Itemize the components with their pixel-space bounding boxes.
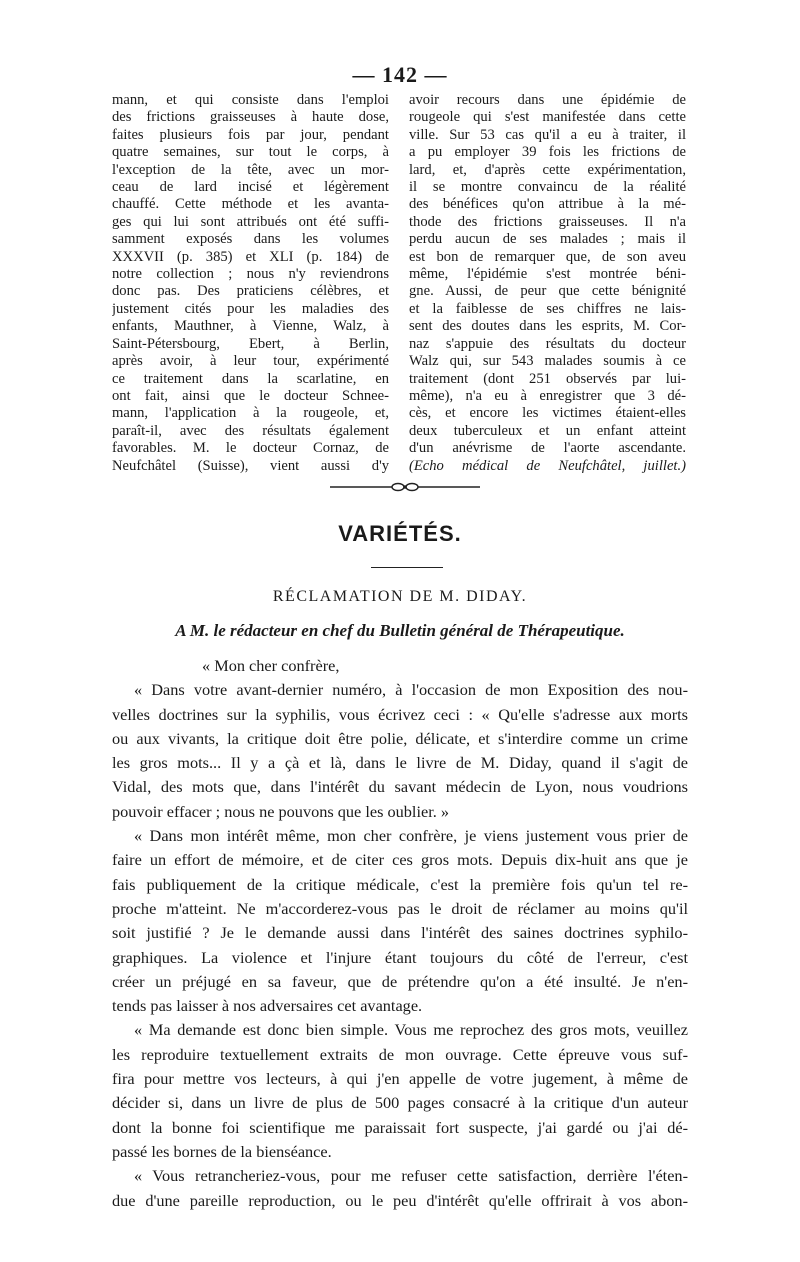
letter-body: [112, 654, 688, 1213]
letter-addressee: A M. le rédacteur en chef du Bulletin général de Thérapeutique.: [175, 621, 625, 640]
left-line: Neufchâtel (Suisse), vient aussi d'y: [112, 457, 389, 474]
left-line: mann, l'application à la rougeole, et,: [112, 405, 389, 422]
letter-line: « Dans votre avant-dernier numéro, à l'occasion de mon Exposition des nou-: [134, 680, 688, 700]
letter-line: passé les bornes de la bienséance.: [112, 1141, 332, 1161]
source-citation: (Echo médical de Neufchâtel, juillet.): [409, 457, 686, 474]
article-heading: RÉCLAMATION DE M. DIDAY.: [272, 588, 528, 605]
letter-line: les reproduire textuellement extraits de mon ouvrage. Cette épreuve vous suf-: [112, 1044, 688, 1064]
right-line: a pu employer 39 fois les frictions de: [409, 144, 686, 161]
left-line: enfants, Mauthner, à Vienne, Walz, à: [112, 318, 389, 335]
right-line: il se montre convaincu de la réalité: [409, 179, 686, 196]
left-line: ce traitement dans la scarlatine, en: [112, 370, 389, 387]
left-line: ceau de lard incisé et légèrement: [112, 179, 389, 196]
right-line: naz s'appuie des résultats du docteur: [409, 335, 686, 352]
right-line: thode des frictions graisseuses. Il n'a: [409, 213, 686, 230]
left-line: chauffé. Cette méthode et les avanta-: [112, 196, 389, 213]
letter-line: « Vous retrancheriez-vous, pour me refuser cette satisfaction, derrière l'éten-: [134, 1166, 688, 1186]
letter-line: Vidal, des mots que, dans l'intérêt du savant médecin de Lyon, nous voudrions: [112, 777, 688, 797]
letter-line: les gros mots... Il y a çà et là, dans le livre de M. Diday, quand il s'agit de: [112, 753, 688, 773]
short-rule: [371, 567, 443, 568]
letter-line: soit justifié ? Je le demande aussi dans l'intérêt des saines doctrines syphilo-: [112, 923, 688, 943]
letter-line: « Ma demande est donc bien simple. Vous me reprochez des gros mots, veuillez: [134, 1020, 688, 1040]
right-line: perdu aucun de ses malades ; mais il: [409, 231, 686, 248]
letter-line: fais publiquement de la critique médicale, c'est la première fois qu'un tel re-: [112, 874, 688, 894]
left-line: favorables. M. le docteur Cornaz, de: [112, 440, 389, 457]
right-line: deux tuberculeux et un enfant atteint: [409, 422, 686, 439]
left-line: Saint-Pétersbourg, Ebert, à Berlin,: [112, 335, 389, 352]
left-line: donc pas. Des praticiens célèbres, et: [112, 283, 389, 300]
salutation: « Mon cher confrère,: [202, 656, 340, 675]
right-line: même), n'a eu à enregistrer que 3 dé-: [409, 387, 686, 404]
letter-line: due d'une pareille reproduction, ou le peu d'intérêt qu'elle offrirait à vos abon-: [112, 1190, 688, 1210]
right-line: même, l'épidémie s'est montrée béni-: [409, 266, 686, 283]
left-line: samment exposés dans les volumes: [112, 231, 389, 248]
right-line: traitement (dont 251 observés par lui-: [409, 370, 686, 387]
left-line: des frictions graisseuses à haute dose,: [112, 109, 389, 126]
letter-line: pouvoir effacer ; nous ne pouvons que les oublier. »: [112, 801, 450, 821]
right-line: rougeole qui s'est manifestée dans cette: [409, 109, 686, 126]
letter-line: fira pour mettre vos lecteurs, à qui j'en appelle de votre jugement, à même de: [112, 1069, 688, 1089]
right-column: [409, 92, 686, 475]
letter-line: dont la bonne foi scientifique me paraissait fort suspecte, j'ai gardé ou j'ai dé-: [112, 1117, 688, 1137]
letter-line: proche m'atteint. Ne m'accorderez-vous pas le droit de réclamer au moins qu'il: [112, 898, 688, 918]
right-line: est bon de remarquer que, de son aveu: [409, 248, 686, 265]
right-line: d'un anévrisme de l'aorte ascendante.: [409, 440, 686, 457]
left-line: faites plusieurs fois par jour, pendant: [112, 126, 389, 143]
right-line: des bénéfices qu'on attribue à la mé-: [409, 196, 686, 213]
right-line: Walz qui, sur 543 malades soumis à ce: [409, 353, 686, 370]
left-line: mann, et qui consiste dans l'emploi: [112, 92, 389, 108]
left-line: justement cités pour les maladies des: [112, 300, 389, 317]
left-line: ont fait, ainsi que le docteur Schnee-: [112, 387, 389, 404]
letter-line: ou aux vivants, la critique doit être polie, délicate, et s'interdire comme un crime: [112, 728, 688, 748]
left-line: XXXVII (p. 385) et XLI (p. 184) de: [112, 248, 389, 265]
left-line: l'exception de la tête, avec un mor-: [112, 161, 389, 178]
letter-line: faire un effort de mémoire, et de citer ces gros mots. Depuis dix-huit ans que je: [112, 850, 688, 870]
left-line: notre collection ; nous n'y reviendrons: [112, 266, 389, 283]
letter-line: créer un préjugé en sa faveur, que de prétendre qu'on a été insulté. Je n'en-: [112, 971, 688, 991]
left-column: [112, 92, 389, 475]
page-number: — 142 —: [352, 62, 448, 87]
letter-line: tends pas laisser à nos adversaires cet avantage.: [112, 996, 423, 1016]
right-line: avoir recours dans une épidémie de: [409, 92, 686, 108]
left-line: quatre semaines, sur tout le corps, à: [112, 144, 389, 161]
letter-line: décider si, dans un livre de plus de 500 pages consacré à la critique d'un auteur: [112, 1093, 688, 1113]
right-line: ville. Sur 53 cas qu'il a eu à traiter, il: [409, 126, 686, 143]
letter-line: « Dans mon intérêt même, mon cher confrère, je viens justement vous prier de: [134, 826, 688, 846]
two-column-text: [112, 92, 686, 475]
right-line: et la faiblesse de ses chiffres ne lais-: [409, 300, 686, 317]
right-line: gne. Aussi, de peur que cette bénignité: [409, 283, 686, 300]
left-line: après avoir, à leur tour, expérimenté: [112, 353, 389, 370]
left-line: ges qui lui sont attribués ont été suffi-: [112, 213, 389, 230]
section-title: VARIÉTÉS.: [338, 521, 462, 546]
right-line: sent des doutes dans les esprits, M. Cor-: [409, 318, 686, 335]
letter-line: velles doctrines sur la syphilis, vous écrivez ceci : « Qu'elle s'adresse aux morts: [112, 704, 688, 724]
right-line: cès, et encore les victimes étaient-elles: [409, 405, 686, 422]
ornamental-divider: [330, 482, 480, 492]
right-line: lard, et, d'après cette expérimentation,: [409, 161, 686, 178]
letter-line: graphiques. La violence et l'injure étant toujours du côté de l'erreur, c'est: [112, 947, 688, 967]
left-line: paraît-il, avec des résultats également: [112, 422, 389, 439]
